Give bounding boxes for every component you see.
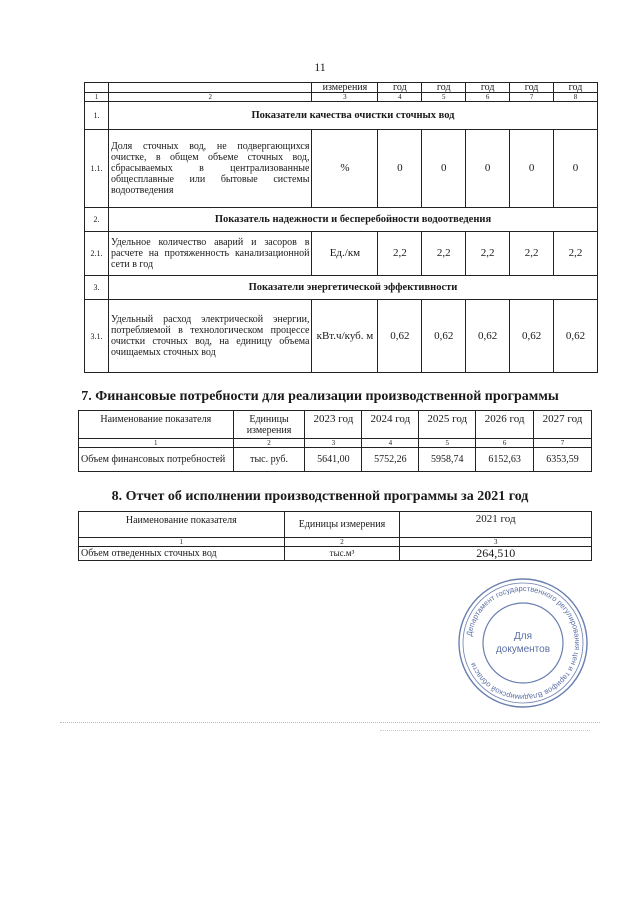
header-row: Наименование показателя Единицы измерения 2023 год 2024 год 2025 год 2026 год 2027 год: [79, 411, 592, 439]
header-row: Наименование показателя Единицы измерения 2021 год: [79, 512, 592, 538]
scan-artifact-line: [380, 730, 590, 732]
indicators-table: [84, 82, 598, 373]
scan-artifact-line: [60, 722, 600, 724]
indicator-unit: кВт.ч/куб. м: [312, 300, 378, 373]
table-row: 1.1. Доля сточных вод, не подвергающихся очистке, в общем объеме сточных вод, сбрасываемых в централизованные общесплавные или бытовые системы водоотведения % 0 0 0 0 0: [85, 130, 598, 208]
section-title: Показатели качества очистки сточных вод: [108, 102, 597, 130]
svg-text:Департамент государственного р: [464, 584, 582, 702]
column-numbers-row: 1 2 3: [79, 538, 592, 547]
section-row: 1. Показатели качества очистки сточных вод: [85, 102, 598, 130]
indicator-unit: %: [312, 130, 378, 208]
header-year: год: [422, 83, 466, 93]
stamp-center-line2: документов: [495, 644, 551, 655]
page-number: 11: [314, 60, 326, 74]
stamp-ring-text: Департамент государственного регулирования цен и тарифов Владимирской области: [464, 583, 583, 703]
indicator-name: Удельный расход электрической энергии, потребляемой в технологическом процессе очистки сточных вод, на единицу объема очищаемых сточных вод: [108, 300, 312, 373]
header-year: год: [378, 83, 422, 93]
header-year: год: [510, 83, 554, 93]
stamp-center-line1: Для: [513, 631, 533, 642]
table-row: 2.1. Удельное количество аварий и засоров в расчете на протяженность канализационной сети в год Ед./км 2,2 2,2 2,2 2,2 2,2: [85, 232, 598, 276]
table-row: 3.1. Удельный расход электрической энергии, потребляемой в технологическом процессе очистки сточных вод, на единицу объема очищаемых сточных вод кВт.ч/куб. м 0,62 0,62 0,62 0,62 0,62: [85, 300, 598, 373]
indicator-name: Удельное количество аварий и засоров в расчете на протяженность канализационной сети в год: [108, 232, 312, 276]
section-title: Показатели энергетической эффективности: [108, 276, 597, 300]
table-row: Объем отведенных сточных вод тыс.м³ 264,510: [79, 547, 592, 561]
section-row: 2. Показатель надежности и бесперебойности водоотведения: [85, 208, 598, 232]
header-units: измерения: [312, 83, 378, 93]
official-stamp: [455, 575, 591, 711]
section-7-title: 7. Финансовые потребности для реализации производственной программы: [81, 389, 559, 404]
section-row: 3. Показатели энергетической эффективности: [85, 276, 598, 300]
section-title: Показатель надежности и бесперебойности водоотведения: [108, 208, 597, 232]
stamp-icon: [455, 575, 591, 711]
header-year: год: [466, 83, 510, 93]
column-numbers-row: 1 2 3 4 5 6 7: [79, 439, 592, 448]
header-row: [85, 83, 598, 93]
column-numbers-row: 1 2 3 4 5 6 7 8: [85, 93, 598, 102]
financial-needs-table: [78, 410, 592, 472]
header-year: год: [554, 83, 598, 93]
section-8-title: 8. Отчет об исполнении производственной программы за 2021 год: [111, 489, 529, 504]
indicator-name: Доля сточных вод, не подвергающихся очистке, в общем объеме сточных вод, сбрасываемых в централизованные общесплавные или бытовые системы водоотведения: [108, 130, 312, 208]
table-row: Объем финансовых потребностей тыс. руб. 5641,00 5752,26 5958,74 6152,63 6353,59: [79, 448, 592, 472]
execution-report-table: [78, 511, 592, 561]
indicator-unit: Ед./км: [312, 232, 378, 276]
